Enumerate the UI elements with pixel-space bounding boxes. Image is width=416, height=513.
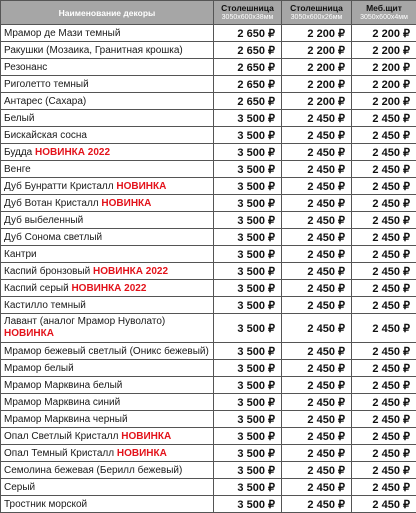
price-cell: 2 450 ₽	[282, 246, 352, 263]
price-cell: 3 500 ₽	[214, 496, 282, 513]
price-cell: 2 450 ₽	[282, 428, 352, 445]
table-row	[1, 161, 416, 178]
header-column-dims: 3050х600х38мм	[214, 13, 281, 23]
price-cell: 2 450 ₽	[282, 496, 352, 513]
price-cell: 2 450 ₽	[352, 428, 416, 445]
decor-name-cell	[1, 42, 214, 59]
decor-name-cell	[1, 246, 214, 263]
table-row	[1, 479, 416, 496]
decor-name: Венге	[4, 164, 31, 175]
table-row	[1, 25, 416, 42]
price-cell: 2 450 ₽	[282, 110, 352, 127]
decor-name-cell	[1, 76, 214, 93]
table-row	[1, 314, 416, 343]
price-cell: 3 500 ₽	[214, 280, 282, 297]
table-row	[1, 411, 416, 428]
price-cell: 2 200 ₽	[282, 42, 352, 59]
decor-name-cell	[1, 280, 214, 297]
decor-name: Мрамор Марквина черный	[4, 414, 128, 425]
decor-name-cell	[1, 297, 214, 314]
price-cell: 2 200 ₽	[352, 59, 416, 76]
header-column-dims: 3050х600х4мм	[352, 13, 416, 23]
price-cell: 2 450 ₽	[352, 479, 416, 496]
header-column-1	[214, 1, 282, 25]
price-cell: 2 450 ₽	[352, 212, 416, 229]
table-row	[1, 280, 416, 297]
price-cell: 2 450 ₽	[282, 212, 352, 229]
decor-name: Серый	[4, 482, 35, 493]
decor-name-cell	[1, 93, 214, 110]
decor-name: Мрамор Марквина белый	[4, 380, 122, 391]
price-cell: 3 500 ₽	[214, 428, 282, 445]
decor-name-cell	[1, 161, 214, 178]
price-cell: 2 450 ₽	[352, 246, 416, 263]
price-cell: 2 450 ₽	[282, 161, 352, 178]
price-cell: 2 450 ₽	[352, 394, 416, 411]
table-row	[1, 76, 416, 93]
price-cell: 2 450 ₽	[352, 263, 416, 280]
header-column-3	[352, 1, 416, 25]
new-badge: НОВИНКА	[117, 448, 167, 459]
table-row	[1, 445, 416, 462]
price-cell: 2 200 ₽	[352, 42, 416, 59]
price-cell: 2 450 ₽	[282, 411, 352, 428]
price-cell: 2 200 ₽	[282, 25, 352, 42]
new-badge: НОВИНКА	[116, 181, 166, 192]
price-cell: 2 450 ₽	[352, 178, 416, 195]
new-badge: НОВИНКА 2022	[93, 266, 168, 277]
price-cell: 3 500 ₽	[214, 445, 282, 462]
decor-name: Тростник морской	[4, 499, 87, 510]
table-row	[1, 59, 416, 76]
decor-name: Будда	[4, 147, 32, 158]
price-cell: 2 650 ₽	[214, 25, 282, 42]
decor-name: Дуб Вотан Кристалл	[4, 198, 99, 209]
decor-name-cell	[1, 343, 214, 360]
decor-name-cell	[1, 59, 214, 76]
price-cell: 2 450 ₽	[352, 314, 416, 343]
table-row	[1, 462, 416, 479]
price-cell: 2 450 ₽	[282, 314, 352, 343]
price-cell: 2 450 ₽	[352, 360, 416, 377]
price-cell: 3 500 ₽	[214, 161, 282, 178]
price-cell: 2 650 ₽	[214, 93, 282, 110]
decor-name: Лавант (аналог Мрамор Нуволато)	[4, 316, 165, 327]
decor-name: Дуб Сонома светлый	[4, 232, 102, 243]
decor-name-cell	[1, 144, 214, 161]
price-cell: 2 200 ₽	[352, 25, 416, 42]
table-header-row	[1, 1, 416, 25]
new-badge: НОВИНКА 2022	[71, 283, 146, 294]
table-row	[1, 377, 416, 394]
price-cell: 2 450 ₽	[352, 280, 416, 297]
table-row	[1, 246, 416, 263]
price-cell: 2 450 ₽	[352, 161, 416, 178]
decor-name-cell	[1, 496, 214, 513]
price-cell: 3 500 ₽	[214, 110, 282, 127]
decor-name: Бискайская сосна	[4, 130, 87, 141]
table-row	[1, 360, 416, 377]
price-cell: 3 500 ₽	[214, 377, 282, 394]
table-row	[1, 93, 416, 110]
new-badge: НОВИНКА	[121, 431, 171, 442]
new-badge: НОВИНКА 2022	[35, 147, 110, 158]
price-cell: 3 500 ₽	[214, 394, 282, 411]
price-cell: 2 450 ₽	[352, 377, 416, 394]
price-cell: 2 450 ₽	[282, 144, 352, 161]
decor-name-cell	[1, 195, 214, 212]
table-row	[1, 394, 416, 411]
price-cell: 2 450 ₽	[282, 263, 352, 280]
table-row	[1, 212, 416, 229]
price-cell: 2 450 ₽	[282, 178, 352, 195]
table-row	[1, 496, 416, 513]
price-cell: 3 500 ₽	[214, 479, 282, 496]
decor-name-cell	[1, 229, 214, 246]
price-cell: 2 650 ₽	[214, 76, 282, 93]
decor-name-cell	[1, 110, 214, 127]
decor-name: Каспий бронзовый	[4, 266, 90, 277]
price-cell: 3 500 ₽	[214, 229, 282, 246]
decor-name: Каспий серый	[4, 283, 69, 294]
decor-name-cell	[1, 360, 214, 377]
table-row	[1, 428, 416, 445]
price-cell: 2 450 ₽	[282, 377, 352, 394]
table-row	[1, 195, 416, 212]
decor-name: Дуб выбеленный	[4, 215, 83, 226]
price-cell: 2 200 ₽	[282, 93, 352, 110]
table-row	[1, 263, 416, 280]
decor-name-cell	[1, 127, 214, 144]
decor-name: Мрамор Марквина синий	[4, 397, 120, 408]
decor-name: Семолина бежевая (Берилл бежевый)	[4, 465, 182, 476]
decor-name-cell	[1, 445, 214, 462]
price-cell: 2 450 ₽	[282, 462, 352, 479]
price-cell: 2 450 ₽	[352, 343, 416, 360]
price-cell: 3 500 ₽	[214, 411, 282, 428]
header-column-dims: 3050х600х26мм	[282, 13, 351, 23]
price-cell: 3 500 ₽	[214, 246, 282, 263]
decor-name-cell	[1, 263, 214, 280]
table-row	[1, 144, 416, 161]
price-cell: 2 450 ₽	[282, 343, 352, 360]
decor-name: Мрамор де Мази темный	[4, 28, 120, 39]
table-row	[1, 110, 416, 127]
decor-name-cell	[1, 212, 214, 229]
price-cell: 2 200 ₽	[352, 93, 416, 110]
decor-name-cell	[1, 411, 214, 428]
price-cell: 2 200 ₽	[282, 59, 352, 76]
price-cell: 3 500 ₽	[214, 263, 282, 280]
price-cell: 3 500 ₽	[214, 212, 282, 229]
price-cell: 2 450 ₽	[282, 479, 352, 496]
header-column-2	[282, 1, 352, 25]
header-name-column: Наименование декоры	[1, 1, 214, 25]
header-column-title: Столешница	[214, 3, 281, 13]
price-cell: 2 450 ₽	[352, 110, 416, 127]
price-cell: 2 450 ₽	[282, 297, 352, 314]
decor-name: Кантри	[4, 249, 37, 260]
table-row	[1, 127, 416, 144]
price-cell: 3 500 ₽	[214, 127, 282, 144]
decor-name: Опал Темный Кристалл	[4, 448, 114, 459]
decor-name: Риголетто темный	[4, 79, 89, 90]
price-cell: 2 450 ₽	[352, 411, 416, 428]
decor-name: Мрамор бежевый светлый (Оникс бежевый)	[4, 346, 209, 357]
price-cell: 2 450 ₽	[352, 496, 416, 513]
price-cell: 3 500 ₽	[214, 360, 282, 377]
price-cell: 3 500 ₽	[214, 297, 282, 314]
table-row	[1, 42, 416, 59]
price-cell: 2 450 ₽	[282, 445, 352, 462]
decor-name: Ракушки (Мозаика, Гранитная крошка)	[4, 45, 183, 56]
new-badge: НОВИНКА	[101, 198, 151, 209]
decor-name-cell	[1, 462, 214, 479]
price-cell: 3 500 ₽	[214, 195, 282, 212]
new-badge: НОВИНКА	[4, 328, 54, 339]
price-cell: 3 500 ₽	[214, 343, 282, 360]
price-cell: 2 450 ₽	[282, 280, 352, 297]
price-cell: 3 500 ₽	[214, 144, 282, 161]
price-cell: 2 450 ₽	[352, 144, 416, 161]
decor-name: Белый	[4, 113, 34, 124]
price-cell: 2 450 ₽	[282, 360, 352, 377]
price-cell: 2 200 ₽	[352, 76, 416, 93]
price-cell: 3 500 ₽	[214, 462, 282, 479]
decor-name-cell	[1, 178, 214, 195]
decor-name: Дуб Бунратти Кристалл	[4, 181, 114, 192]
price-cell: 2 450 ₽	[282, 229, 352, 246]
price-cell: 2 450 ₽	[352, 445, 416, 462]
decor-name: Мрамор белый	[4, 363, 74, 374]
table-row	[1, 297, 416, 314]
decor-name-cell	[1, 394, 214, 411]
price-cell: 2 200 ₽	[282, 76, 352, 93]
price-cell: 2 450 ₽	[352, 195, 416, 212]
decor-name-cell	[1, 479, 214, 496]
price-cell: 2 450 ₽	[352, 297, 416, 314]
price-cell: 2 650 ₽	[214, 59, 282, 76]
price-cell: 3 500 ₽	[214, 314, 282, 343]
header-column-title: Столешница	[282, 3, 351, 13]
decor-name: Резонанс	[4, 62, 47, 73]
price-cell: 2 450 ₽	[282, 195, 352, 212]
price-cell: 3 500 ₽	[214, 178, 282, 195]
decor-name-cell	[1, 377, 214, 394]
header-column-title: Меб.щит	[352, 3, 416, 13]
price-cell: 2 450 ₽	[352, 462, 416, 479]
decor-name-cell	[1, 428, 214, 445]
price-cell: 2 450 ₽	[282, 127, 352, 144]
price-cell: 2 650 ₽	[214, 42, 282, 59]
price-cell: 2 450 ₽	[352, 127, 416, 144]
table-row	[1, 178, 416, 195]
decor-name-cell	[1, 25, 214, 42]
decor-name: Кастилло темный	[4, 300, 86, 311]
price-cell: 2 450 ₽	[282, 394, 352, 411]
decor-name: Антарес (Сахара)	[4, 96, 86, 107]
decor-name: Опал Светлый Кристалл	[4, 431, 118, 442]
table-row	[1, 343, 416, 360]
table-body	[1, 25, 416, 513]
decor-name-cell	[1, 314, 214, 343]
table-row	[1, 229, 416, 246]
price-cell: 2 450 ₽	[352, 229, 416, 246]
